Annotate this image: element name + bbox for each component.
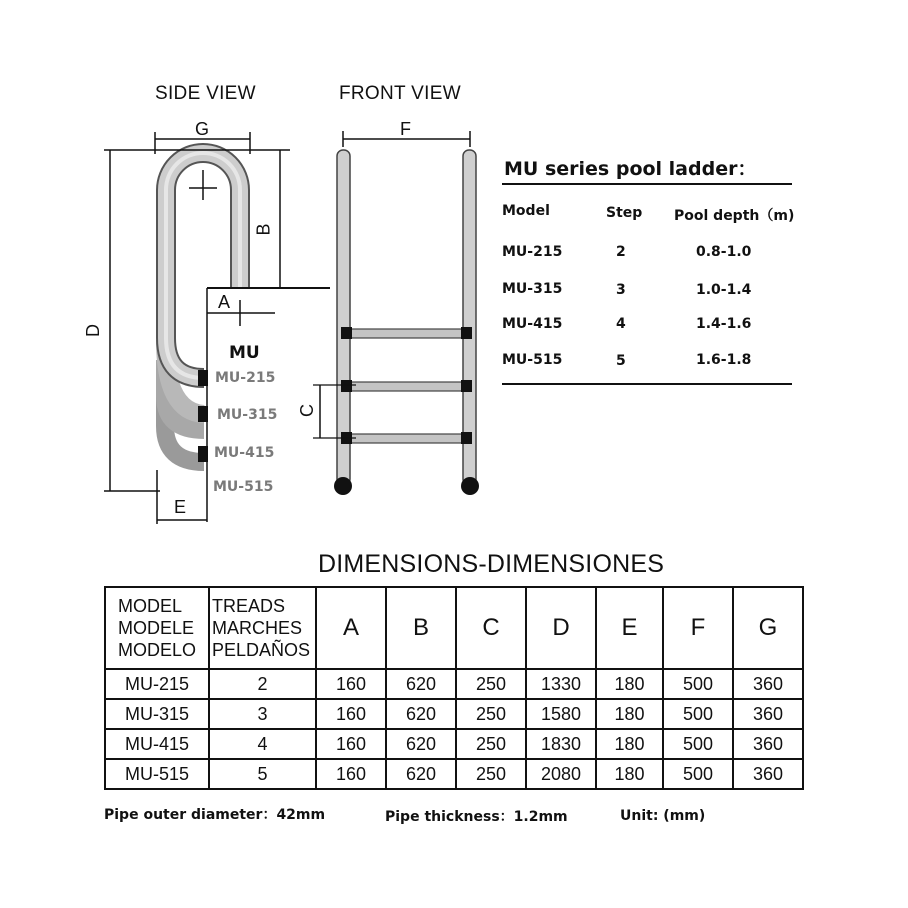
table-cell: 180 <box>596 699 663 729</box>
table-cell: 500 <box>663 669 733 699</box>
table-row <box>105 729 803 759</box>
front-view-drawing <box>300 120 500 510</box>
table-cell: MU-415 <box>105 729 209 759</box>
table-cell: 1830 <box>526 729 596 759</box>
table-cell: 1580 <box>526 699 596 729</box>
treads-header-line: MARCHES <box>212 618 303 638</box>
table-cell: 160 <box>316 759 386 789</box>
table-cell: 3 <box>209 699 316 729</box>
table-cell: 500 <box>663 759 733 789</box>
table-cell: 500 <box>663 729 733 759</box>
dim-label-e: E <box>174 497 187 517</box>
table-cell: 360 <box>733 759 803 789</box>
treads-header-line: PELDAÑOS <box>212 640 311 660</box>
pipe-diameter-note: Pipe outer diameter：42mm <box>104 807 326 823</box>
front-tread-2 <box>348 382 465 391</box>
side-model-label: MU-215 <box>215 370 276 386</box>
dim-label-b: B <box>253 223 274 236</box>
table-cell: 250 <box>456 759 526 789</box>
table-cell: MU-515 <box>105 759 209 789</box>
dimensions-table <box>104 586 804 790</box>
dimensions-header-row <box>105 587 803 669</box>
series-cell: 1.6-1.8 <box>696 352 752 368</box>
front-tread-1 <box>348 329 465 338</box>
series-cell: MU-215 <box>502 244 563 260</box>
side-model-label: MU-515 <box>213 479 274 495</box>
table-cell: 360 <box>733 729 803 759</box>
dim-label-d: D <box>83 324 103 337</box>
model-header-line: MODEL <box>118 596 183 616</box>
series-cell: MU-315 <box>502 281 563 297</box>
series-cell: 5 <box>616 353 626 369</box>
column-header: D <box>526 587 596 669</box>
front-foot-left <box>334 477 352 495</box>
series-cell: 2 <box>616 244 626 260</box>
dim-label-a: A <box>218 292 231 312</box>
model-header-line: MODELE <box>118 618 195 638</box>
series-cell: 3 <box>616 282 626 298</box>
column-header: B <box>386 587 456 669</box>
side-model-label: MU-415 <box>214 445 275 461</box>
table-row <box>105 699 803 729</box>
table-cell: MU-315 <box>105 699 209 729</box>
pipe-thickness-note: Pipe thickness：1.2mm <box>385 809 568 825</box>
series-rule-top <box>502 183 792 185</box>
series-cell: MU-415 <box>502 316 563 332</box>
side-view-title: SIDE VIEW <box>155 83 256 104</box>
treads-header-cell <box>209 587 316 669</box>
table-cell: 620 <box>386 669 456 699</box>
column-header: E <box>596 587 663 669</box>
dim-label-f: F <box>400 119 411 139</box>
table-cell: 250 <box>456 669 526 699</box>
side-view-drawing <box>0 0 330 540</box>
series-rule-bottom <box>502 383 792 385</box>
table-row <box>105 759 803 789</box>
series-cell: 0.8-1.0 <box>696 244 752 260</box>
treads-header-line: TREADS <box>212 596 286 616</box>
table-cell: 620 <box>386 699 456 729</box>
table-cell: 180 <box>596 759 663 789</box>
series-cell: MU-515 <box>502 352 563 368</box>
table-cell: 160 <box>316 669 386 699</box>
table-cell: 4 <box>209 729 316 759</box>
column-header: C <box>456 587 526 669</box>
front-foot-right <box>461 477 479 495</box>
table-cell: 250 <box>456 729 526 759</box>
table-cell: 2080 <box>526 759 596 789</box>
series-header-model: Model <box>502 203 550 219</box>
series-header-depth: Pool depth（m) <box>674 208 795 224</box>
unit-note: Unit: (mm) <box>620 808 706 824</box>
series-cell: 4 <box>616 316 626 332</box>
table-cell: 360 <box>733 699 803 729</box>
table-cell: 500 <box>663 699 733 729</box>
table-cell: 180 <box>596 669 663 699</box>
column-header: G <box>733 587 803 669</box>
front-view-title: FRONT VIEW <box>339 83 461 104</box>
table-cell: 1330 <box>526 669 596 699</box>
table-row <box>105 669 803 699</box>
table-cell: 180 <box>596 729 663 759</box>
front-tread-3 <box>348 434 465 443</box>
table-cell: 2 <box>209 669 316 699</box>
table-cell: 360 <box>733 669 803 699</box>
series-cell: 1.0-1.4 <box>696 282 752 298</box>
column-header: A <box>316 587 386 669</box>
series-header-step: Step <box>606 205 643 221</box>
series-cell: 1.4-1.6 <box>696 316 752 332</box>
table-cell: 250 <box>456 699 526 729</box>
side-models-title: MU <box>229 343 260 363</box>
table-cell: 5 <box>209 759 316 789</box>
table-cell: 620 <box>386 729 456 759</box>
dim-label-g: G <box>195 119 210 139</box>
table-cell: MU-215 <box>105 669 209 699</box>
column-header: F <box>663 587 733 669</box>
table-cell: 160 <box>316 729 386 759</box>
model-header-line: MODELO <box>118 640 197 660</box>
dimensions-title: DIMENSIONS-DIMENSIONES <box>318 550 665 578</box>
series-title: MU series pool ladder： <box>504 158 757 180</box>
table-cell: 620 <box>386 759 456 789</box>
model-header-cell <box>105 587 209 669</box>
dim-label-c: C <box>297 404 317 417</box>
table-cell: 160 <box>316 699 386 729</box>
side-model-label: MU-315 <box>217 407 278 423</box>
